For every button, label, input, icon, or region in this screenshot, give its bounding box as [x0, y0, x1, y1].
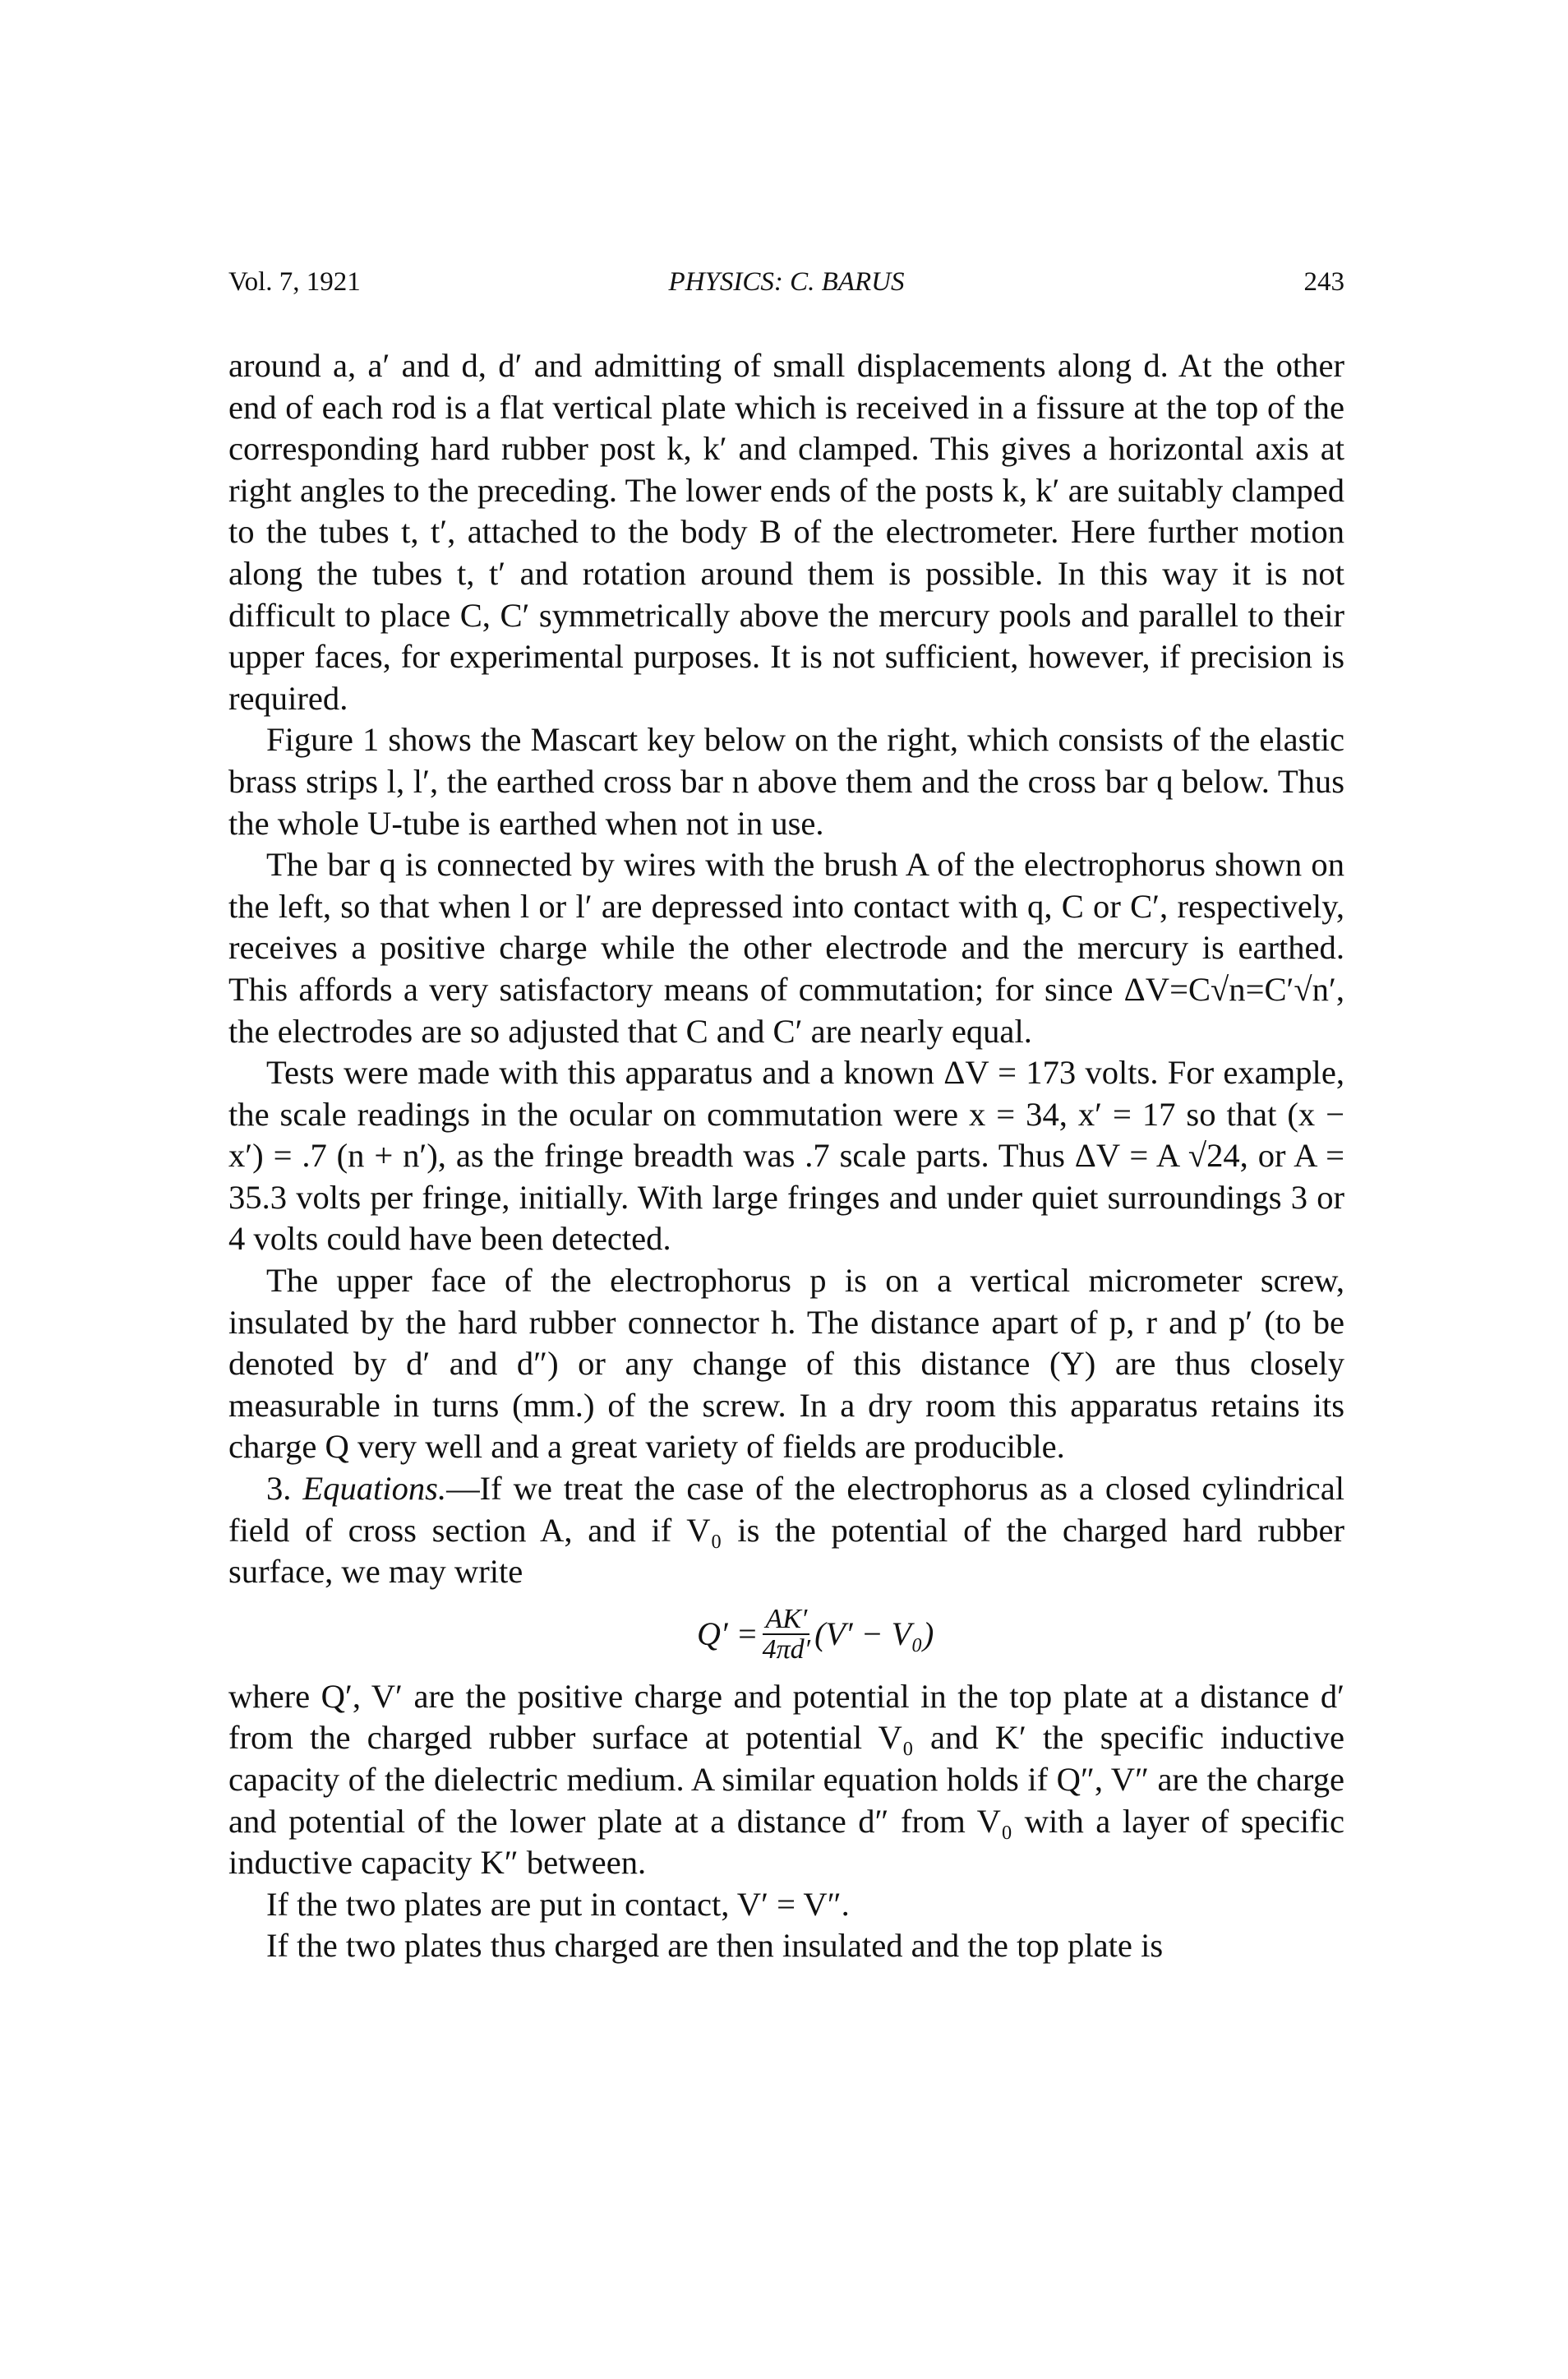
paragraph-equations: [228, 1468, 1344, 1593]
equation-fraction: [760, 1605, 813, 1665]
equation-denominator: 4πd′: [762, 1634, 811, 1665]
article-body: [228, 345, 1344, 1967]
paragraph-electrophorus: The upper face of the electrophorus p is on a vertical micrometer screw, insulated by the hard rubber connector h. The distance apart of p, r and p′ (to be denoted by d′ and d″) or any change of this distance (Y) are thus closely measurable in turns (mm.) of the screw. In a dry room this apparatus retains its charge Q very well and a great variety of fields are producible.: [228, 1262, 1344, 1466]
running-title: PHYSICS: C. BARUS: [668, 267, 905, 297]
paragraph-tests: Tests were made with this apparatus and a known ΔV = 173 volts. For example, the scale readings in the ocular on commutation were x = 34, x′ = 17 so that (x − x′) = .7 (n + n′), as the fringe breadth was .7 scale parts. Thus ΔV = A √24, or A = 35.3 volts per fringe, initially. With large fringes and under quiet surroundings 3 or 4 volts could have been detected.: [228, 1054, 1344, 1258]
equation-rhs: (V′ − V₀): [814, 1615, 934, 1653]
paragraph-where: where Q′, V′ are the positive charge and potential in the top plate at a distance d′ from the charged rubber surface at potential V₀ and K′ the specific inductive capacity of the dielectric medium. A similar equation holds if Q″, V″ are the charge and potential of the lower plate at a distance d″ from V₀ with a layer of specific inductive capacity K″ between.: [228, 1677, 1344, 1882]
paragraph-contact: If the two plates are put in contact, V′ = V″.: [266, 1885, 850, 1923]
equation-numerator: AK′: [763, 1605, 809, 1636]
paragraph-commutation: The bar q is connected by wires with the brush A of the electrophorus shown on the left, so that when l or l′ are depressed into contact with q, C or C′, respectively, receives a positive charge while the other electrode and the mercury is earthed. This affords a very satisfactory means of commutation; for since ΔV=C√n=C′√n′, the electrodes are so adjusted that C and C′ are nearly equal.: [228, 846, 1344, 1050]
paragraph-mascart-key: Figure 1 shows the Mascart key below on the right, which consists of the elastic brass strips l, l′, the earthed cross bar n above them and the cross bar q below. Thus the whole U-tube is earthed when not in use.: [228, 721, 1344, 842]
page-header: [228, 267, 1344, 308]
paragraph-continued: around a, a′ and d, d′ and admitting of small displacements along d. At the other end of each rod is a flat vertical plate which is received in a fissure at the top of the corresponding hard rubber post k, k′ and clamped. This gives a horizontal axis at right angles to the preceding. The lower ends of the posts k, k′ are suitably clamped to the tubes t, t′, attached to the body B of the electrometer. Here further motion along the tubes t, t′ and rotation around them is possible. In this way it is not difficult to place C, C′ symmetrically above the mercury pools and parallel to their upper faces, for experimental purposes. It is not sufficient, however, if precision is required.: [228, 347, 1344, 717]
section-number: 3.: [266, 1470, 292, 1508]
section-title: Equations.: [302, 1470, 447, 1508]
section-intro-text: —If we treat the case of the electrophorus as a closed cylindrical field of cross section A, and if V₀ is the potential of the charged hard rubber surface, we may write: [228, 1470, 1344, 1591]
volume-label: Vol. 7, 1921: [228, 267, 361, 297]
equation-lhs: Q′ =: [697, 1615, 759, 1653]
equation-display: [228, 1593, 1344, 1676]
page-number: 243: [1303, 267, 1344, 297]
paragraph-insulated: If the two plates thus charged are then insulated and the top plate is: [266, 1927, 1164, 1965]
